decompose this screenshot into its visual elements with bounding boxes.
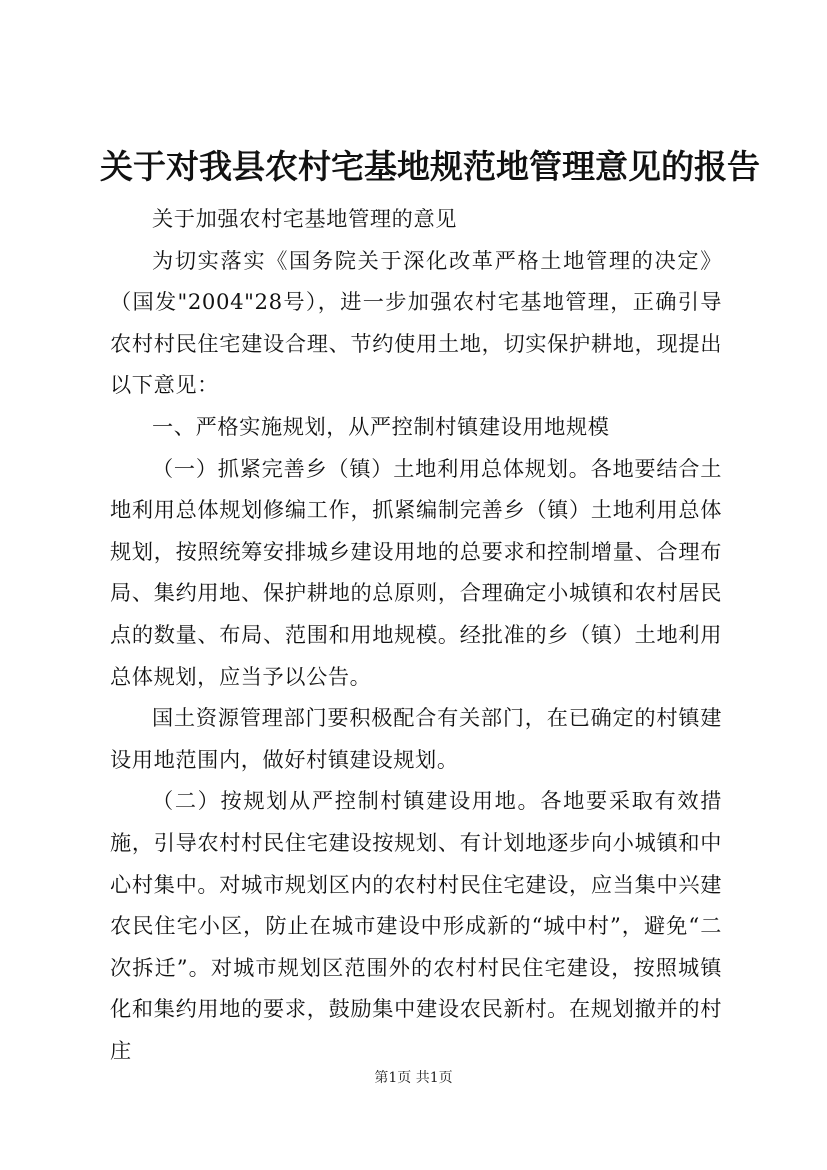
paragraph-item-1: （一）抓紧完善乡（镇）土地利用总体规划。各地要结合土地利用总体规划修编工作，抓紧编制完善乡（镇）土地利用总体规划，按照统筹安排城乡建设用地的总要求和控制增量、合理布局、集约用地、保护耕地的总原则，合理确定小城镇和农村居民点的数量、布局、范围和用地规模。经批准的乡（镇）土地利用总体规划，应当予以公告。 [110, 455, 722, 689]
paragraph-item-2: （二）按规划从严控制村镇建设用地。各地要采取有效措施，引导农村村民住宅建设按规划、有计划地逐步向小城镇和中心村集中。对城市规划区内的农村村民住宅建设，应当集中兴建农民住宅小区，防止在城市建设中形成新的“城中村”，避免“二次拆迁”。对城市规划区范围外的农村村民住宅建设，按照城镇化和集约用地的要求，鼓励集中建设农民新村。在规划撤并的村庄 [110, 788, 722, 1063]
paragraph-intro: 为切实落实《国务院关于深化改革严格土地管理的决定》（国发"2004"28号），进一步加强农村宅基地管理，正确引导农村村民住宅建设合理、节约使用土地，切实保护耕地，现提出以下意见： [110, 247, 722, 398]
page-footer: 第1页 共1页 [374, 1070, 453, 1086]
paragraph-subtitle: 关于加强农村宅基地管理的意见 [152, 206, 458, 231]
document-body [110, 198, 722, 1071]
paragraph-item-1-note: 国土资源管理部门要积极配合有关部门，在已确定的村镇建设用地范围内，做好村镇建设规划。 [110, 705, 722, 772]
document-title: 关于对我县农村宅基地规范地管理意见的报告 [100, 147, 760, 186]
paragraph-section-heading: 一、严格实施规划，从严控制村镇建设用地规模 [152, 413, 610, 439]
